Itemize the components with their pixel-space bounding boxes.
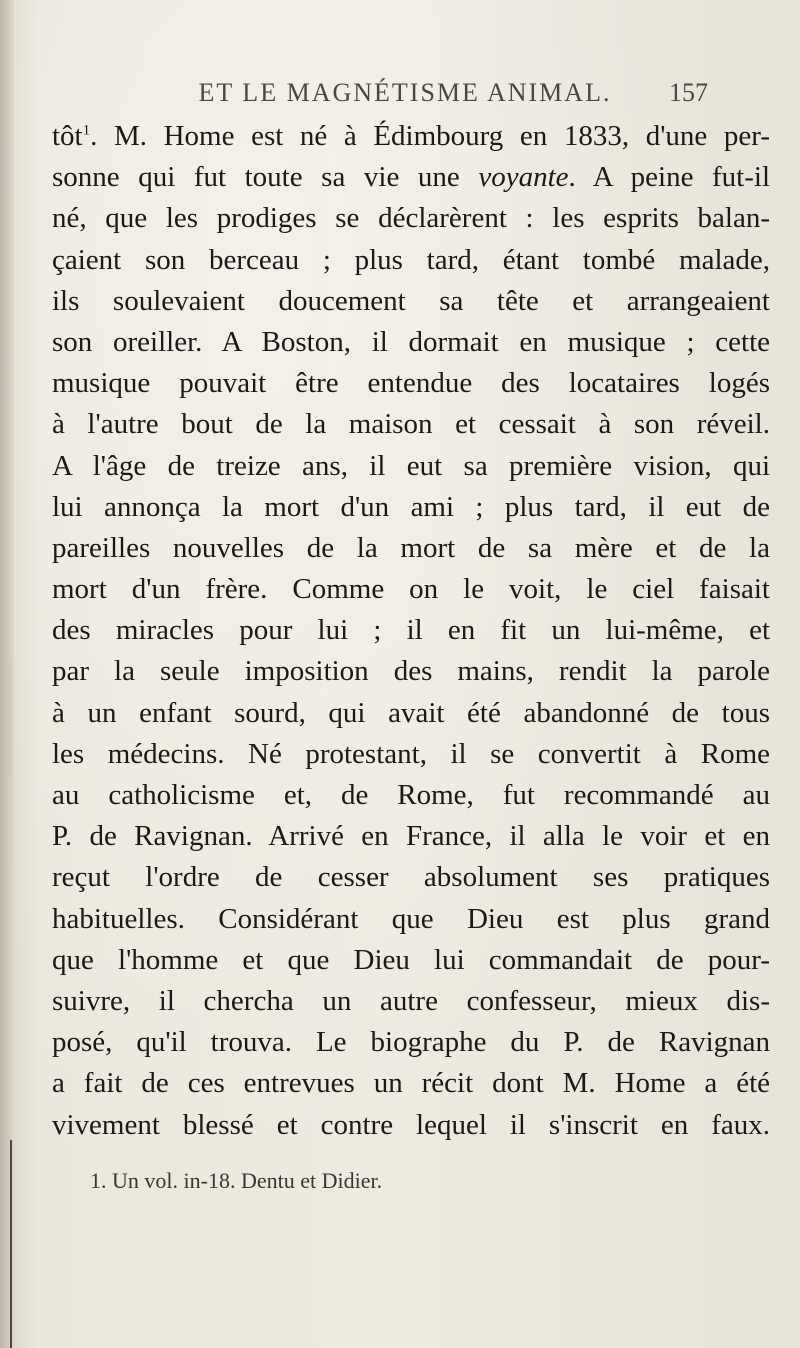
text-line	[52, 899, 770, 940]
text-segment: par la seule imposition des mains, rendit la parole	[52, 655, 770, 688]
text-segment: à l'autre bout de la maison et cessait à son réveil.	[52, 408, 770, 441]
text-line	[52, 116, 770, 157]
text-line	[52, 157, 770, 198]
text-segment: mort d'un frère. Comme on le voit, le ciel faisait	[52, 573, 770, 606]
text-segment: lui annonça la mort d'un ami ; plus tard, il eut de	[52, 490, 770, 523]
text-line	[52, 610, 770, 651]
text-line	[52, 322, 770, 363]
text-segment: çaient son berceau ; plus tard, étant tombé malade,	[52, 243, 770, 276]
text-segment: sonne qui fut toute sa vie une	[52, 161, 479, 194]
text-segment: posé, qu'il trouva. Le biographe du P. de Ravignan	[52, 1026, 770, 1059]
text-segment: né, que les prodiges se déclarèrent : les esprits balan-	[52, 202, 770, 235]
text-line	[52, 1063, 770, 1104]
text-line	[52, 446, 770, 487]
footnote-marker: 1	[82, 122, 91, 139]
text-segment: reçut l'ordre de cesser absolument ses pratiques	[52, 861, 770, 894]
text-segment: tôt	[52, 120, 83, 152]
text-line	[52, 981, 770, 1022]
footnote: 1. Un vol. in-18. Dentu et Didier.	[90, 1168, 383, 1193]
running-header: ET LE MAGNÉTISME ANIMAL.	[198, 78, 612, 107]
text-line	[52, 404, 770, 445]
text-segment: . A peine fut-il	[568, 161, 770, 194]
page-number: 157	[669, 78, 708, 107]
text-line	[52, 816, 770, 857]
text-segment: que l'homme et que Dieu lui commandait de pour-	[52, 943, 770, 976]
text-segment: au catholicisme et, de Rome, fut recommandé au	[52, 779, 770, 811]
text-segment: a fait de ces entrevues un récit dont M. Home a été	[52, 1067, 770, 1100]
binding-edge-line	[10, 1140, 12, 1348]
italic-word: voyante	[478, 161, 569, 194]
text-line	[52, 775, 770, 816]
text-line	[52, 651, 770, 692]
text-line	[52, 734, 770, 775]
text-segment: son oreiller. A Boston, il dormait en musique ; cette	[52, 325, 770, 358]
text-segment: vivement blessé et contre lequel il s'inscrit en faux.	[52, 1108, 770, 1141]
text-line	[52, 363, 770, 404]
text-line	[52, 240, 770, 281]
text-segment: A l'âge de treize ans, il eut sa première vision, qui	[52, 449, 770, 482]
text-line	[52, 281, 770, 322]
text-segment: ils soulevaient doucement sa tête et arrangeaient	[52, 284, 770, 317]
text-line	[52, 569, 770, 610]
text-line	[52, 1105, 770, 1146]
text-line	[52, 487, 770, 528]
text-segment: à un enfant sourd, qui avait été abandonné de tous	[52, 696, 770, 729]
text-segment: les médecins. Né protestant, il se convertit à Rome	[52, 737, 770, 770]
text-segment: . M. Home est né à Édimbourg en 1833, d'une per-	[90, 120, 770, 152]
body-text	[52, 116, 770, 1146]
text-segment: suivre, il chercha un autre confesseur, mieux dis-	[52, 984, 770, 1017]
text-line	[52, 693, 770, 734]
text-line	[52, 857, 770, 898]
text-segment: pareilles nouvelles de la mort de sa mère et de la	[52, 531, 770, 564]
text-line	[52, 940, 770, 981]
text-segment: P. de Ravignan. Arrivé en France, il alla le voir et en	[52, 820, 770, 853]
text-line	[52, 198, 770, 239]
text-segment: musique pouvait être entendue des locataires logés	[52, 367, 770, 400]
text-line	[52, 528, 770, 569]
text-segment: des miracles pour lui ; il en fit un lui-même, et	[52, 614, 770, 647]
text-segment: habituelles. Considérant que Dieu est plus grand	[52, 902, 770, 935]
text-line	[52, 1022, 770, 1063]
